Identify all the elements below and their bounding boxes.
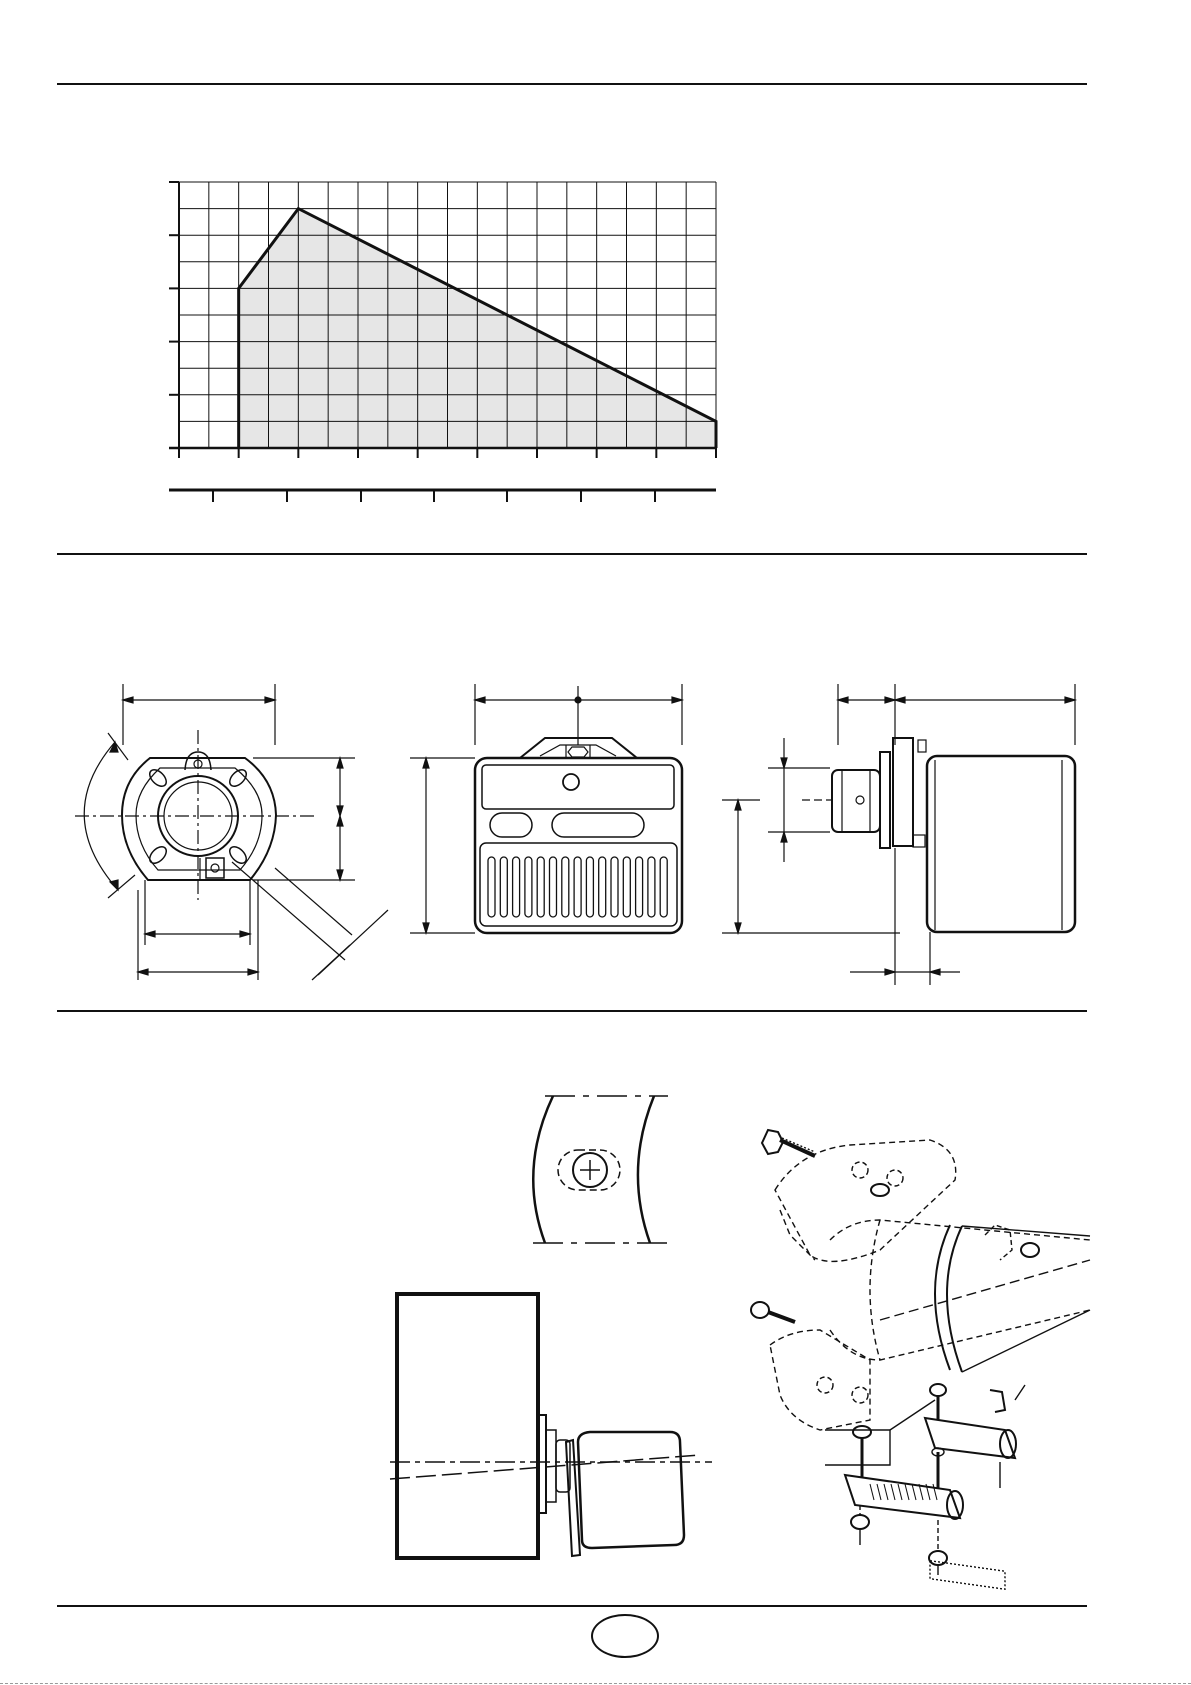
bar-hatch — [870, 1484, 937, 1500]
page-number-badge — [591, 1614, 659, 1658]
hatch-line — [870, 1484, 874, 1500]
hatch-line — [891, 1484, 895, 1500]
hatch-line — [884, 1484, 888, 1500]
hatch-line — [933, 1484, 937, 1500]
hatch-line — [905, 1484, 909, 1500]
hatch-line — [877, 1484, 881, 1500]
cut-line — [0, 1683, 1191, 1684]
hatch-line — [898, 1484, 902, 1500]
hatch-line — [912, 1484, 916, 1500]
